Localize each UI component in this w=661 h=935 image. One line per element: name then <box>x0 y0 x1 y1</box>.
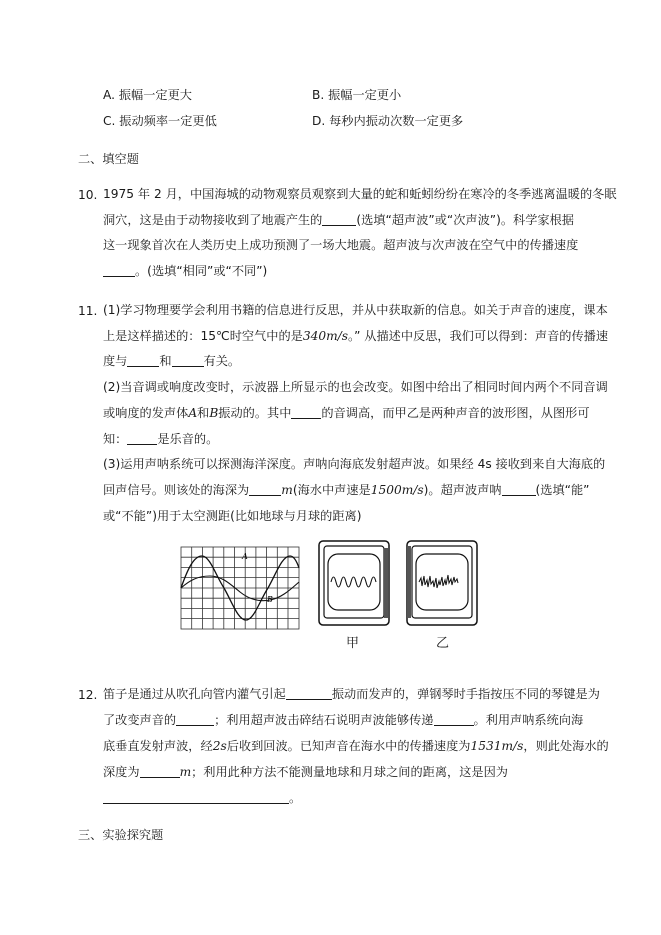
section-fill-heading: 二、填空题 <box>78 152 139 166</box>
q10-line-4 <box>103 265 267 277</box>
waveform-grid-graph <box>180 546 300 630</box>
q11-blank-3[interactable] <box>291 407 321 419</box>
q11-blank-5[interactable] <box>249 484 281 496</box>
q11-figure <box>180 538 480 650</box>
option-d: D. 每秒内振动次数一定更多 <box>312 114 464 128</box>
q12-blank-2[interactable] <box>176 714 214 726</box>
question-11-number: 11. <box>78 304 98 318</box>
q12-blank-1[interactable] <box>286 688 332 700</box>
q11-blank-4[interactable] <box>127 433 157 445</box>
question-12-number: 12. <box>78 688 98 702</box>
q10-line-2-text-b: (选填“超声波”或“次声波”)。科学家根据 <box>356 213 574 227</box>
q12-line-4-text-a: 深度为 <box>103 765 140 779</box>
q11-p1-line-3-text-a: 度与 <box>103 354 128 368</box>
q12-line-2-text-b: ；利用超声波击碎结石说明声波能够传递 <box>214 713 434 727</box>
q12-blank-4[interactable] <box>140 766 180 778</box>
q12-line-2-text-a: 了改变声音的 <box>103 713 177 727</box>
q12-line-3-text-a: 底垂直发射声波，经 <box>103 739 213 753</box>
q12-line-2 <box>103 714 583 726</box>
q11-blank-6[interactable] <box>502 484 536 496</box>
q11-p2-line-3-text-a: 知： <box>103 432 128 446</box>
q10-blank-2[interactable] <box>103 265 135 277</box>
option-a: A. 振幅一定更大 <box>103 88 192 102</box>
q12-blank-3[interactable] <box>434 714 474 726</box>
label-jia: 甲 <box>346 636 360 651</box>
q11-p2-line-2-text-b: 和 <box>197 406 210 420</box>
q11-speed-value: 340m/s <box>302 329 349 343</box>
q12-line-4 <box>103 766 508 778</box>
q12-time-value: 2s <box>212 739 227 753</box>
q10-line-2 <box>103 214 574 226</box>
q12-line-1-text-a: 笛子是通过从吹孔向管内灌气引起 <box>103 687 286 701</box>
q11-p3-line-3: 或“不能”)用于太空测距(比如地球与月球的距离) <box>103 509 362 523</box>
q11-p2-line-2-text-d: 的音调高，而甲乙是两种声音的波形图，从图形可 <box>321 406 590 420</box>
q12-line-1-text-b: 振动而发声的，弹钢琴时手指按压不同的琴键是为 <box>331 687 600 701</box>
q11-p3-line-2-text-b: (海水中声速是 <box>292 483 371 497</box>
q11-p1-line-1: (1)学习物理要学会利用书籍的信息进行反思，并从中获取新的信息。如关于声音的速度，课本 <box>103 303 608 317</box>
q11-p2-line-2-text-a: 或响度的发声体 <box>103 406 189 420</box>
q12-blank-5[interactable] <box>103 792 289 804</box>
q12-line-3 <box>103 740 609 752</box>
q11-p2-line-1: (2)当音调或响度改变时，示波器上所显示的也会改变。如图中给出了相同时间内两个不同音调 <box>103 380 608 394</box>
q11-blank-2[interactable] <box>172 355 204 367</box>
q11-symbol-b: B <box>209 406 219 420</box>
q12-unit-m: m <box>179 765 192 779</box>
q12-line-5-text: 。 <box>289 791 302 805</box>
q11-p1-line-3-text-b: 和 <box>159 354 172 368</box>
oscilloscope-jia <box>318 540 390 626</box>
label-yi: 乙 <box>436 636 450 651</box>
q11-p2-line-2 <box>103 407 590 419</box>
q11-p1-line-2 <box>103 330 608 342</box>
q11-unit-m: m <box>281 483 293 497</box>
option-c: C. 振动频率一定更低 <box>103 114 217 128</box>
q10-line-3: 这一现象首次在人类历史上成功预测了一场大地震。超声波与次声波在空气中的传播速度 <box>103 238 579 252</box>
q10-line-4-text: 。(选填“相同”或“不同”) <box>135 264 268 278</box>
q11-blank-1[interactable] <box>127 355 159 367</box>
q12-line-3-text-c: ，则此处海水的 <box>523 739 609 753</box>
wave-label-b: B <box>267 595 273 604</box>
q11-p3-line-2 <box>103 484 589 496</box>
q11-p3-line-1: (3)运用声呐系统可以探测海洋深度。声呐向海底发射超声波。如果经 4s 接收到来自大海底的 <box>103 457 606 471</box>
q11-sea-speed-value: 1500m/s <box>370 483 424 497</box>
q11-p1-line-2-text-b: 。” 从描述中反思，我们可以得到：声音的传播速 <box>348 329 609 343</box>
q12-line-4-text-b: ；利用此种方法不能测量地球和月球之间的距离，这是因为 <box>191 765 508 779</box>
question-10-number: 10. <box>78 188 98 202</box>
q12-line-2-text-c: 。利用声呐系统向海 <box>473 713 584 727</box>
wave-label-a: A <box>242 552 248 561</box>
q11-p2-line-2-text-c: 振动的。其中 <box>218 406 292 420</box>
q11-p2-line-3 <box>103 433 218 445</box>
q11-p3-line-2-text-d: (选填“能” <box>535 483 590 497</box>
q11-p3-line-2-text-c: )。超声波声呐 <box>423 483 502 497</box>
q10-line-1: 1975 年 2 月，中国海城的动物观察员观察到大量的蛇和蚯蚓纷纷在寒冷的冬季逃离温暖的冬眠 <box>103 187 617 201</box>
section-experiment-heading: 三、实验探究题 <box>78 828 164 842</box>
q12-line-3-text-b: 后收到回波。已知声音在海水中的传播速度为 <box>226 739 471 753</box>
q12-line-1 <box>103 688 600 700</box>
q11-p3-line-2-text-a: 回声信号。则该处的海深为 <box>103 483 250 497</box>
q11-p1-line-3-text-c: 有关。 <box>203 354 241 368</box>
q10-blank-1[interactable] <box>322 214 356 226</box>
q10-line-2-text-a: 洞穴，这是由于动物接收到了地震产生的 <box>103 213 323 227</box>
q11-symbol-a: A <box>188 406 198 420</box>
q11-p2-line-3-text-b: 是乐音的。 <box>157 432 219 446</box>
oscilloscope-yi <box>406 540 478 626</box>
q12-speed-value: 1531m/s <box>470 739 524 753</box>
q11-p1-line-2-text-a: 上是这样描述的：15℃时空气中的是 <box>103 329 303 343</box>
option-b: B. 振幅一定更小 <box>312 88 402 102</box>
q11-p1-line-3 <box>103 355 240 367</box>
q12-line-5 <box>103 792 301 804</box>
